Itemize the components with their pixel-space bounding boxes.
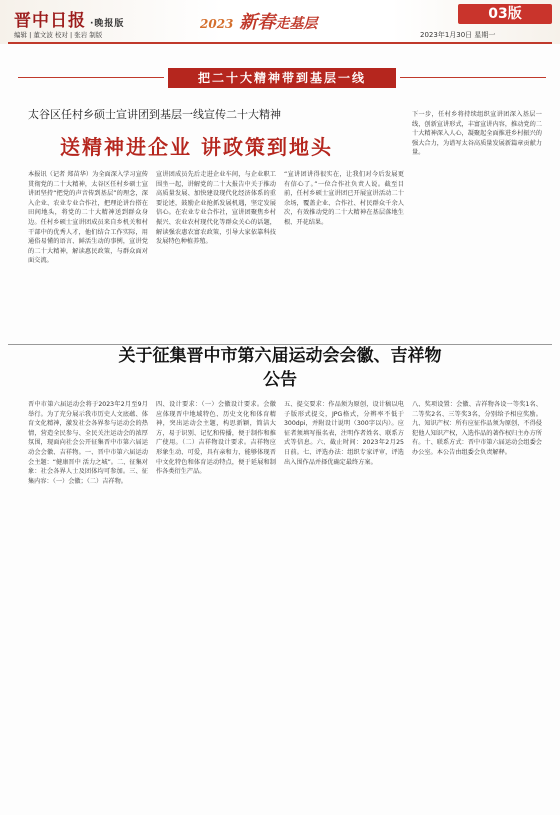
notice-title xyxy=(48,344,512,392)
section-title xyxy=(200,8,317,34)
article2-column-4 xyxy=(412,400,542,805)
article2-column-2 xyxy=(156,400,276,805)
logo-subtext: ·晚报版 xyxy=(90,19,125,29)
section-title-sub: 走基层 xyxy=(275,16,318,32)
article2-text-2: 四、设计要求：（一）会徽设计要求。会徽应体现晋中地域特色、历史文化和体育精神，突出运动会主题，构思新颖，简洁大方，易于识别、记忆和传播，便于制作和推广使用。（二）吉祥物设计要求。吉祥物应形象生动、可爱，具有亲和力，能够体现晋中文化特色和体育运动特点，便于延展和制作各类衍生产品。 xyxy=(156,401,276,476)
notice-title-line-2: 公告 xyxy=(263,370,297,390)
article2-column-1 xyxy=(28,400,148,805)
edition-badge: 03版 xyxy=(458,4,552,24)
article1-column-2 xyxy=(156,170,276,338)
article1-column-3 xyxy=(284,170,404,338)
banner-rule-left xyxy=(18,77,164,78)
issue-date: 2023年1月30日 星期一 xyxy=(420,31,496,39)
masthead-rule xyxy=(8,42,552,44)
article1-text-4: 下一步，任村乡将持续组织宣讲团深入基层一线，创新宣讲形式，丰富宣讲内容，推动党的二十大精神深入人心，凝聚起全面推进乡村振兴的强大合力，为谱写太谷高质量发展新篇章贡献力量。 xyxy=(412,111,542,157)
article1-text-1: 本报讯（记者 郑苗华）为全面深入学习宣传贯彻党的二十大精神，太谷区任村乡硕士宣讲团坚持“把党的声音传到基层”的理念，深入企业、农业专业合作社，把理论讲台搭在田间地头，将党的二十大精神送到群众身边。任村乡硕士宣讲团成员来自乡机关和村干部中的优秀人才，他们结合工作实际，用通俗易懂的语言、鲜活生动的事例，宣讲党的二十大精神，解读惠民政策，与群众面对面交流。 xyxy=(28,171,148,265)
article2-text-1: 晋中市第六届运动会将于2023年2月至9月举行。为了充分展示我市历史人文底蕴、体育文化精神，激发社会各界参与运动会的热情，营造全民参与、全民关注运动会的浓厚氛围，现面向社会公开征集晋中市第六届运动会会徽、吉祥物。一、晋中市第六届运动会主题：“健康晋中 活力之城”。二、征集对象：社会各界人士及团体均可参加。三、征集内容：（一）会徽；（二）吉祥物。 xyxy=(28,401,148,485)
section-title-main: 新春 xyxy=(239,12,276,33)
article2-text-4: 八、奖项设置：会徽、吉祥物各设一等奖1名、二等奖2名、三等奖3名，分别给予相应奖励。九、知识产权：所有应征作品须为原创，不得侵犯他人知识产权，入选作品的著作权归主办方所有。十、联系方式：晋中市第六届运动会组委会办公室。本公告由组委会负责解释。 xyxy=(412,401,542,456)
masthead-logo xyxy=(14,6,124,31)
article-headline: 送精神进企业 讲政策到地头 xyxy=(60,135,333,159)
section-banner: 把二十大精神带到基层一线 xyxy=(168,68,396,88)
article1-text-3: “宣讲团讲得很实在，让我们对今后发展更有信心了。”一位合作社负责人说。截至目前，任村乡硕士宣讲团已开展宣讲活动二十余场，覆盖企业、合作社、村民群众千余人次，有效推动党的二十大精神在基层落地生根、开花结果。 xyxy=(284,171,404,226)
staff-credits: 编辑 | 董文波 校对 | 张岩 制版 xyxy=(14,31,103,39)
article2-column-3 xyxy=(284,400,404,805)
logo-text: 晋中日报 xyxy=(14,11,86,31)
article-kicker: 太谷区任村乡硕士宣讲团到基层一线宣传二十大精神 xyxy=(28,108,281,121)
article1-column-4 xyxy=(412,110,542,338)
article1-text-2: 宣讲团成员先后走进企业车间，与企业职工围坐一起，讲解党的二十大报告中关于推动高质量发展、加快建设现代化经济体系的重要论述，鼓励企业抢抓发展机遇，坚定发展信心。在农业专业合作社，宣讲团聚焦乡村振兴、农业农村现代化等群众关心的话题，解读强农惠农富农政策，引导大家依靠科技发展特色种植养殖。 xyxy=(156,171,276,246)
article1-column-1 xyxy=(28,170,148,338)
masthead xyxy=(0,0,560,44)
banner-rule-right xyxy=(400,77,546,78)
section-year: 2023 xyxy=(200,17,234,31)
article2-text-3: 五、提交要求：作品须为原创，设计稿以电子版形式提交，JPG格式，分辨率不低于300dpi，并附设计说明（300字以内）。应征者须填写报名表，注明作者姓名、联系方式等信息。六、截止时间：2023年2月25日前。七、评选办法：组织专家评审，评选出入围作品并择优确定最终方案。 xyxy=(284,401,404,466)
notice-title-line-1: 关于征集晋中市第六届运动会会徽、吉祥物 xyxy=(118,346,442,366)
